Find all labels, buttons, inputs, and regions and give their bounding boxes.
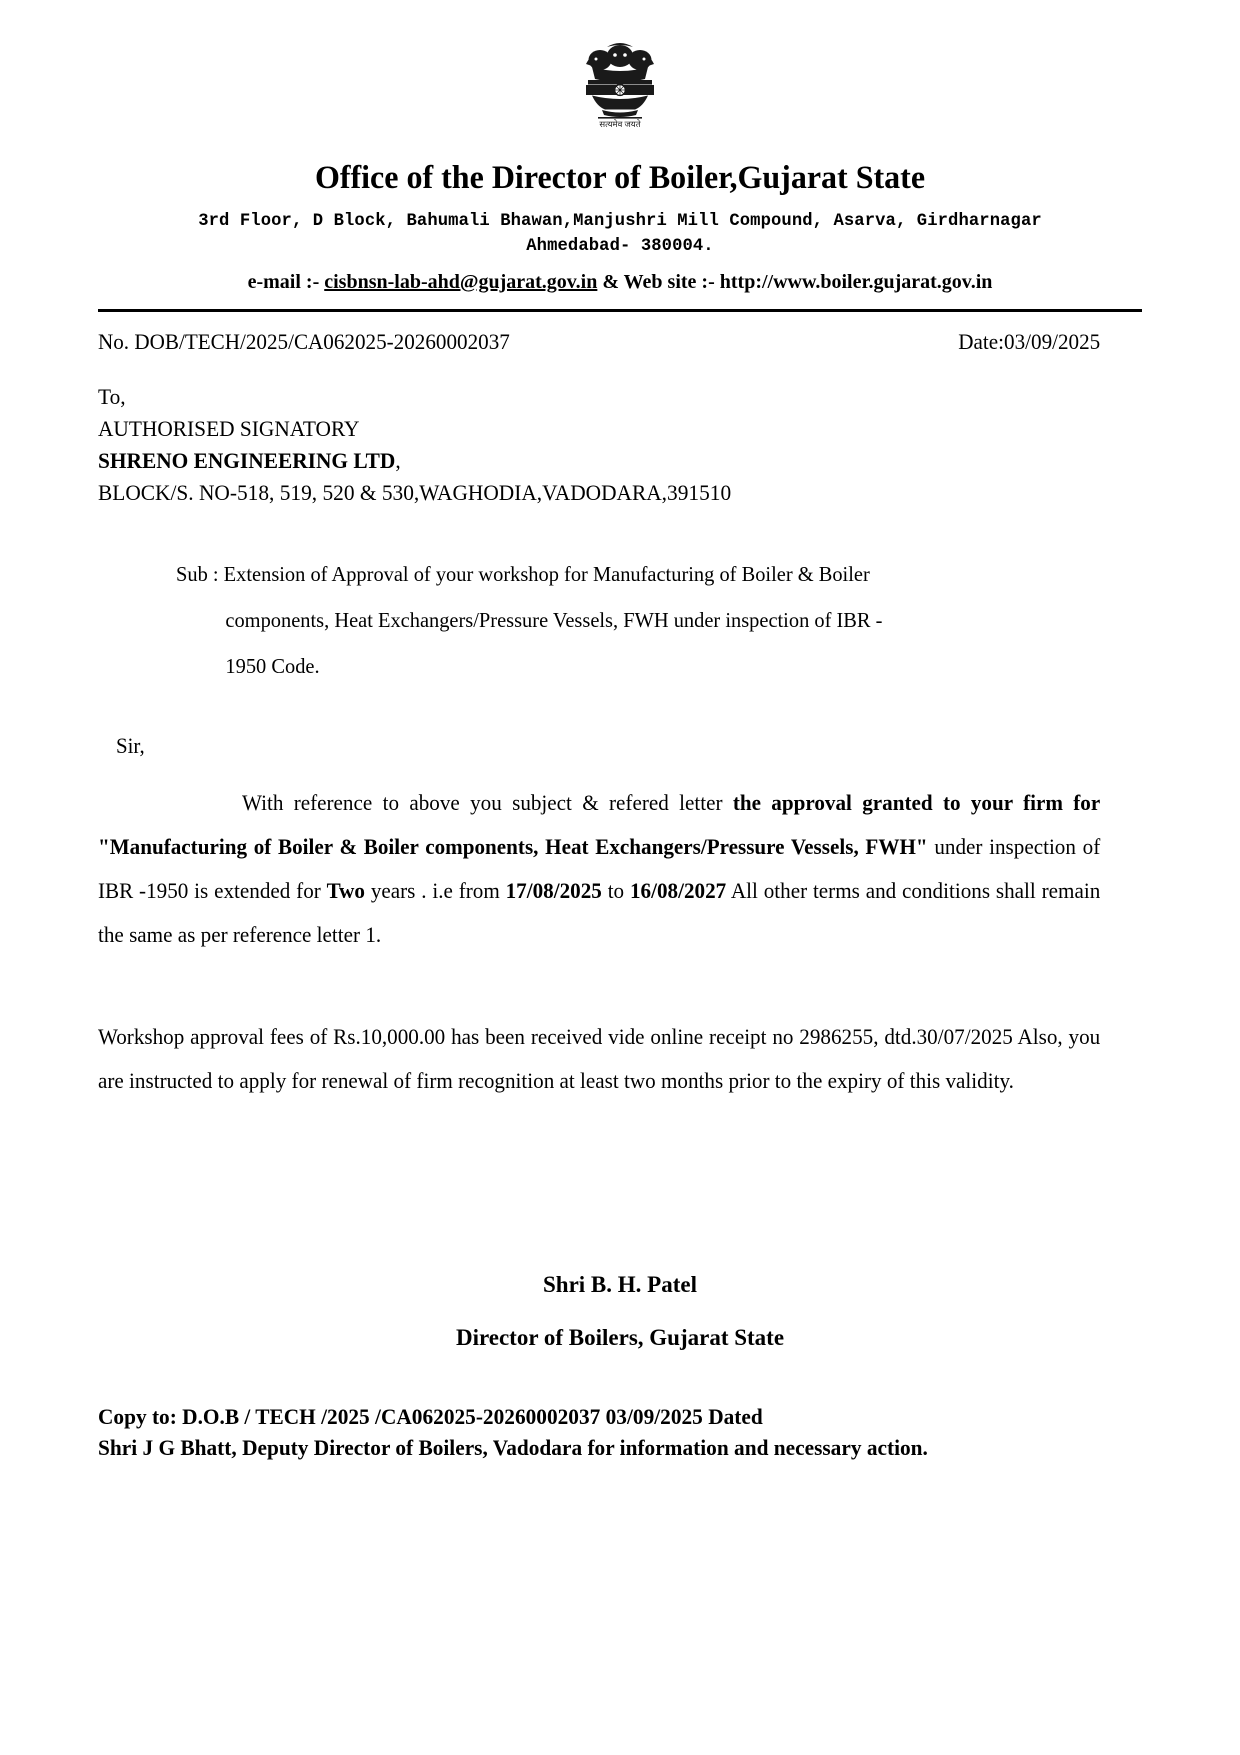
para1-segment-8: All other terms and conditions shall remain the same as per reference letter 1. bbox=[98, 878, 1101, 948]
copy-to-line-2: Shri J G Bhatt, Deputy Director of Boilers, Vadodara for information and necessary action. bbox=[98, 1435, 928, 1461]
para1-segment-2: the approval granted to your firm for bbox=[732, 790, 1101, 816]
copy-to-line-1: Copy to: D.O.B / TECH /2025 /CA062025-20260002037 03/09/2025 Dated bbox=[98, 1404, 763, 1430]
website-link[interactable]: http://www.boiler.gujarat.gov.in bbox=[719, 270, 993, 293]
addressee-firm-comma: , bbox=[395, 447, 401, 473]
header-divider bbox=[98, 309, 1142, 312]
signature-block bbox=[98, 1273, 1142, 1349]
reference-row bbox=[98, 329, 1100, 355]
addressee-address: BLOCK/S. NO-518, 519, 520 & 530,WAGHODIA,VADODARA,391510 bbox=[98, 479, 732, 505]
addressee-firm: SHRENO ENGINEERING LTD bbox=[98, 447, 396, 473]
subject-line-2: components, Heat Exchangers/Pressure Vessels, FWH under inspection of IBR - bbox=[225, 607, 883, 632]
body-paragraph-1 bbox=[98, 781, 1100, 957]
svg-text:सत्यमेव जयते: सत्यमेव जयते bbox=[599, 119, 641, 129]
addressee-to: To, bbox=[98, 383, 126, 409]
letter-date: Date:03/09/2025 bbox=[958, 328, 1101, 354]
subject-line-1: Sub : Extension of Approval of your workshop for Manufacturing of Boiler & Boiler bbox=[176, 561, 870, 586]
para1-segment-3: "Manufacturing of Boiler & Boiler components, Heat Exchangers/Pressure Vessels, FWH" bbox=[98, 834, 928, 860]
contact-line bbox=[98, 269, 1142, 295]
para1-segment-1: With reference to above you subject & refered letter bbox=[242, 790, 733, 816]
addressee-designation: AUTHORISED SIGNATORY bbox=[98, 415, 360, 441]
para1-segment-7: to bbox=[601, 878, 630, 904]
copy-to-block bbox=[98, 1401, 1111, 1463]
salutation: Sir, bbox=[116, 733, 145, 759]
subject-block bbox=[176, 551, 927, 690]
office-title: Office of the Director of Boiler,Gujarat State bbox=[314, 160, 926, 196]
subject-line-3: 1950 Code. bbox=[225, 654, 320, 678]
india-national-emblem-icon bbox=[572, 34, 668, 150]
para1-segment-4: under inspection of IBR -1950 is extended for bbox=[98, 834, 1101, 904]
para1-segment-6: years . i.e from bbox=[364, 878, 506, 904]
signatory-name: Shri B. H. Patel bbox=[543, 1272, 697, 1298]
office-address-line-2: Ahmedabad- 380004. bbox=[526, 236, 714, 256]
website-label: & Web site :- bbox=[602, 270, 715, 293]
addressee-firm-row bbox=[98, 445, 1090, 477]
body-paragraph-2: Workshop approval fees of Rs.10,000.00 has been received vide online receipt no 2986255, dtd.30/07/2025 Also, you are instructed to apply for renewal of firm recognition at least two months prior to the expiry of this validity. bbox=[98, 1024, 1101, 1094]
email-link[interactable]: cisbnsn-lab-ahd@gujarat.gov.in bbox=[324, 270, 598, 293]
emblem-container bbox=[98, 0, 1142, 150]
signatory-role: Director of Boilers, Gujarat State bbox=[455, 1325, 785, 1351]
para1-term-years: Two bbox=[326, 878, 365, 904]
email-label: e-mail :- bbox=[247, 270, 320, 293]
reference-number: No. DOB/TECH/2025/CA062025-20260002037 bbox=[98, 328, 510, 354]
para1-date-to: 16/08/2027 bbox=[629, 878, 727, 904]
office-address bbox=[98, 210, 1142, 260]
addressee-block bbox=[98, 381, 1090, 509]
office-address-line-1: 3rd Floor, D Block, Bahumali Bhawan,Manjushri Mill Compound, Asarva, Girdharnagar bbox=[198, 211, 1042, 231]
para1-date-from: 17/08/2025 bbox=[505, 878, 602, 904]
